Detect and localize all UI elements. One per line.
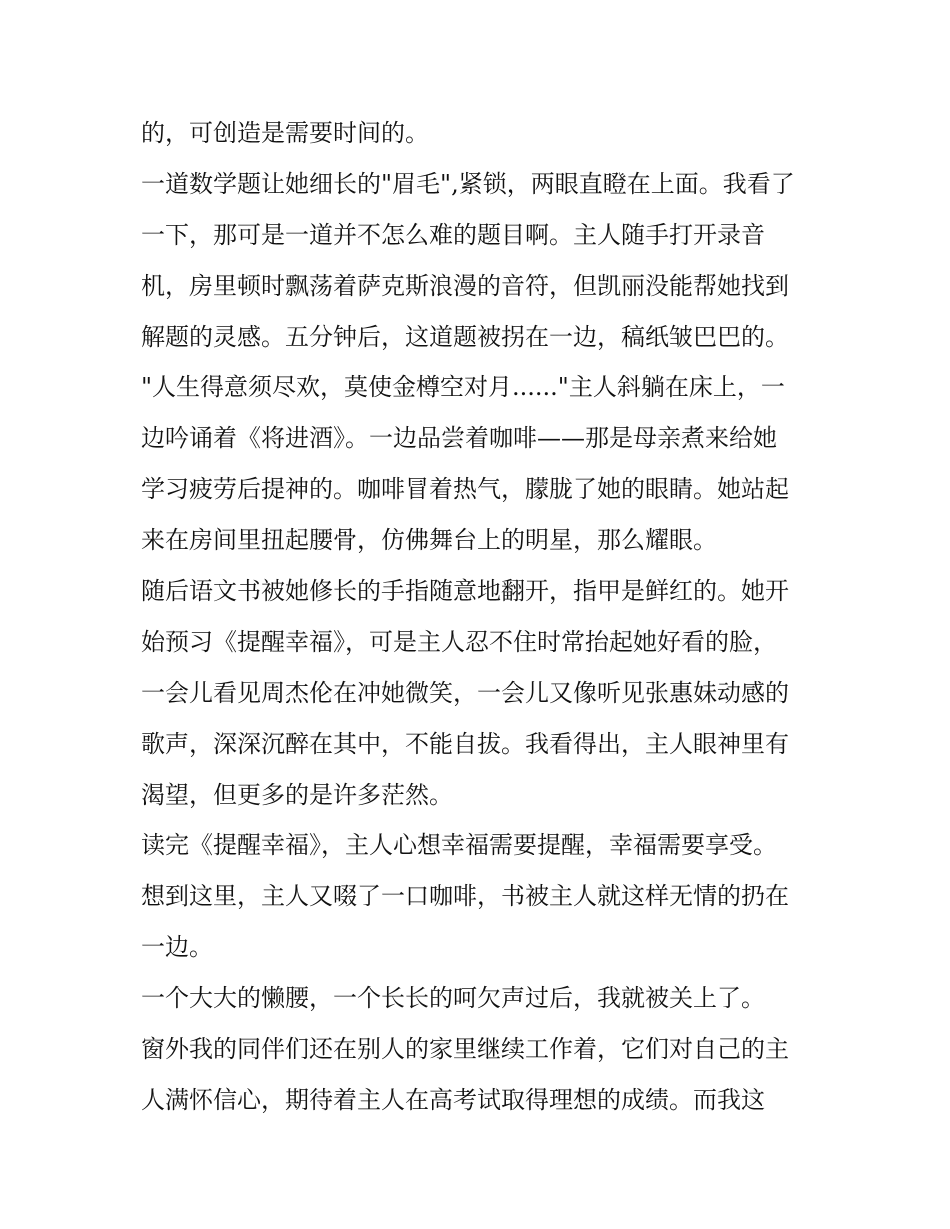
text-line: 一边。 xyxy=(141,933,213,962)
text-line: 一道数学题让她细长的"眉毛",紧锁，两眼直瞪在上面。我看了 xyxy=(141,169,795,198)
text-line: 来在房间里扭起腰骨，仿佛舞台上的明星，那么耀眼。 xyxy=(141,526,717,555)
text-line: 渴望，但更多的是许多茫然。 xyxy=(141,780,453,809)
text-line: 读完《提醒幸福》，主人心想幸福需要提醒，幸福需要享受。 xyxy=(141,831,777,860)
text-line: 边吟诵着《将进酒》。一边品尝着咖啡——那是母亲煮来给她 xyxy=(141,424,777,453)
body-text xyxy=(141,108,817,1126)
text-line: 一会儿看见周杰伦在冲她微笑，一会儿又像听见张惠妹动感的 xyxy=(141,678,789,707)
text-line: 歌声，深深沉醉在其中，不能自拔。我看得出，主人眼神里有 xyxy=(141,729,789,758)
text-line: 人满怀信心，期待着主人在高考试取得理想的成绩。而我这 xyxy=(141,1085,765,1114)
text-line: 学习疲劳后提神的。咖啡冒着热气，朦胧了她的眼睛。她站起 xyxy=(141,475,789,504)
text-line: 机，房里顿时飘荡着萨克斯浪漫的音符，但凯丽没能帮她找到 xyxy=(141,271,789,300)
text-line: 始预习《提醒幸福》，可是主人忍不住时常抬起她好看的脸， xyxy=(141,627,777,656)
text-line: 随后语文书被她修长的手指随意地翻开，指甲是鲜红的。她开 xyxy=(141,577,789,606)
text-line: 解题的灵感。五分钟后，这道题被拐在一边，稿纸皱巴巴的。 xyxy=(141,322,789,351)
text-line: 一下，那可是一道并不怎么难的题目啊。主人随手打开录音 xyxy=(141,220,765,249)
text-line: 一个大大的懒腰，一个长长的呵欠声过后，我就被关上了。 xyxy=(141,984,765,1013)
text-line: 窗外我的同伴们还在别人的家里继续工作着，它们对自己的主 xyxy=(141,1035,789,1064)
text-line: 的，可创造是需要时间的。 xyxy=(141,119,429,147)
text-line: "人生得意须尽欢，莫使金樽空对月......"主人斜躺在床上，一 xyxy=(141,373,785,402)
text-line: 想到这里，主人又啜了一口咖啡，书被主人就这样无情的扔在 xyxy=(141,882,789,911)
